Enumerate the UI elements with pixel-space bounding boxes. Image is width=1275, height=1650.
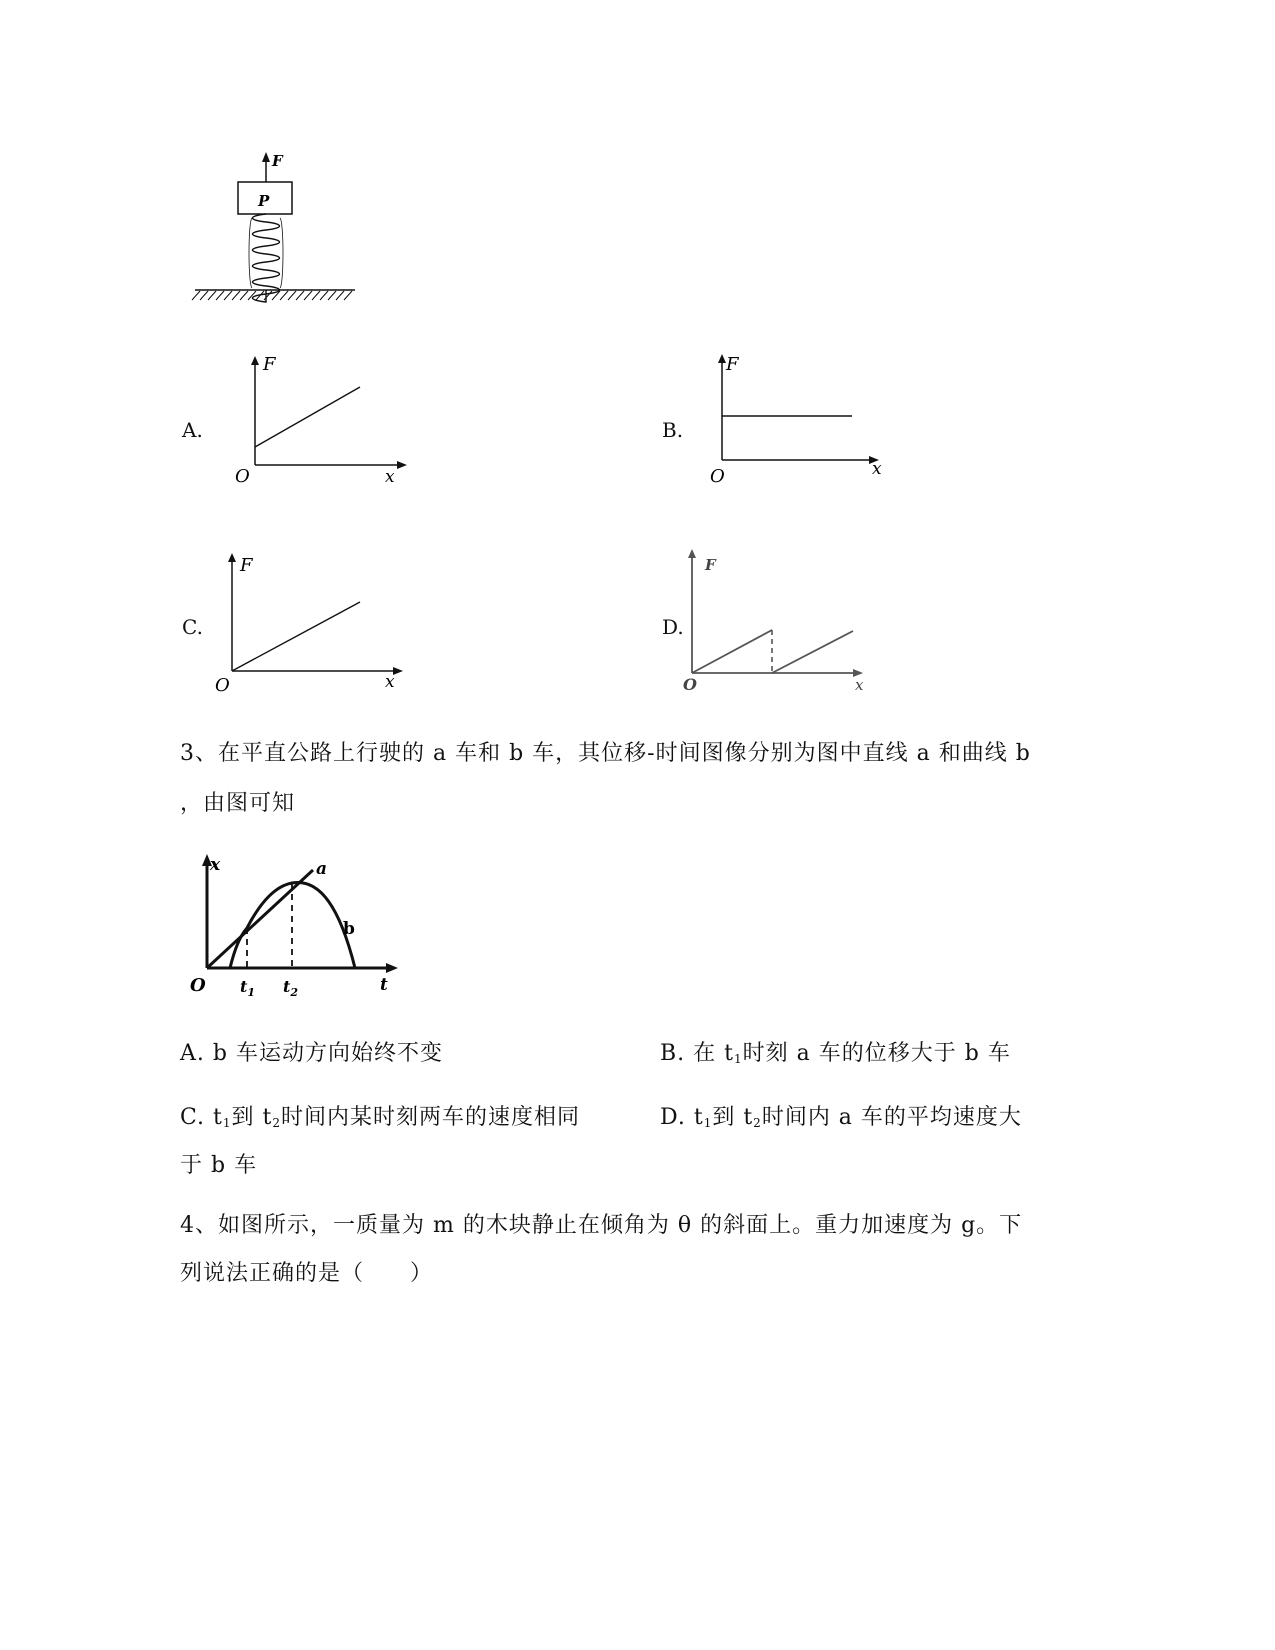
q3-graph-t2: t: [283, 977, 291, 996]
option-d-graph: [675, 545, 885, 695]
option-d-y-label: F: [705, 556, 716, 574]
svg-text:t2: [283, 977, 298, 999]
option-c-origin: O: [215, 675, 230, 695]
q3-line2: ，由图可知: [180, 791, 296, 816]
q3-graph-t1-sub: 1: [247, 986, 256, 999]
option-c-letter: C.: [182, 615, 203, 639]
q3-graph-t2-sub: 2: [290, 986, 299, 999]
force-label: F: [272, 152, 283, 170]
q3-line1: 3、在平直公路上行驶的 a 车和 b 车，其位移-时间图像分别为图中直线 a 和曲线 b: [180, 741, 1031, 766]
q3-option-d-continued: 于 b 车: [180, 1153, 258, 1178]
q3-option-d: D. $t_1$到 $t_2$时间内 a 车的平均速度大: [660, 1105, 1022, 1130]
option-b-x-label: x: [872, 459, 882, 479]
option-d-letter: D.: [662, 615, 684, 639]
option-b-y-label: F: [726, 354, 739, 375]
q3-graph-curve-b: b: [343, 919, 355, 939]
option-b-letter: B.: [662, 418, 684, 442]
option-c-graph: [205, 545, 415, 695]
option-a-x-label: x: [385, 467, 395, 487]
option-a-origin: O: [235, 466, 250, 487]
block-label: P: [258, 192, 270, 210]
q4-line2: 列说法正确的是（ ）: [180, 1261, 434, 1286]
q3-graph-t1: t: [240, 977, 248, 996]
option-a-y-label: F: [263, 354, 276, 375]
q3-graph-y-label: x: [210, 855, 221, 875]
q3-graph: [180, 848, 410, 1008]
option-c-x-label: x: [385, 672, 395, 692]
q3-option-a: A. b 车运动方向始终不变: [180, 1041, 443, 1066]
q3-graph-x-label: t: [380, 975, 388, 995]
option-b-origin: O: [710, 466, 725, 487]
svg-text:t1: [240, 977, 255, 999]
spring-block-figure: [180, 140, 380, 310]
option-b-graph: [700, 350, 900, 490]
q3-graph-line-a: a: [316, 859, 328, 879]
option-c-y-label: F: [240, 555, 253, 576]
q3-option-c: C. $t_1$到 $t_2$时间内某时刻两车的速度相同: [180, 1105, 581, 1130]
option-a-letter: A.: [182, 418, 203, 442]
q3-graph-origin: O: [190, 975, 206, 996]
option-d-x-label: x: [855, 676, 864, 694]
q3-option-b: B. 在 $t_1$时刻 a 车的位移大于 b 车: [660, 1041, 1011, 1066]
q4-line1: 4、如图所示，一质量为 m 的木块静止在倾角为 θ 的斜面上。重力加速度为 g。下: [180, 1213, 1023, 1238]
option-a-graph: [225, 350, 415, 490]
option-d-origin: O: [683, 675, 697, 694]
